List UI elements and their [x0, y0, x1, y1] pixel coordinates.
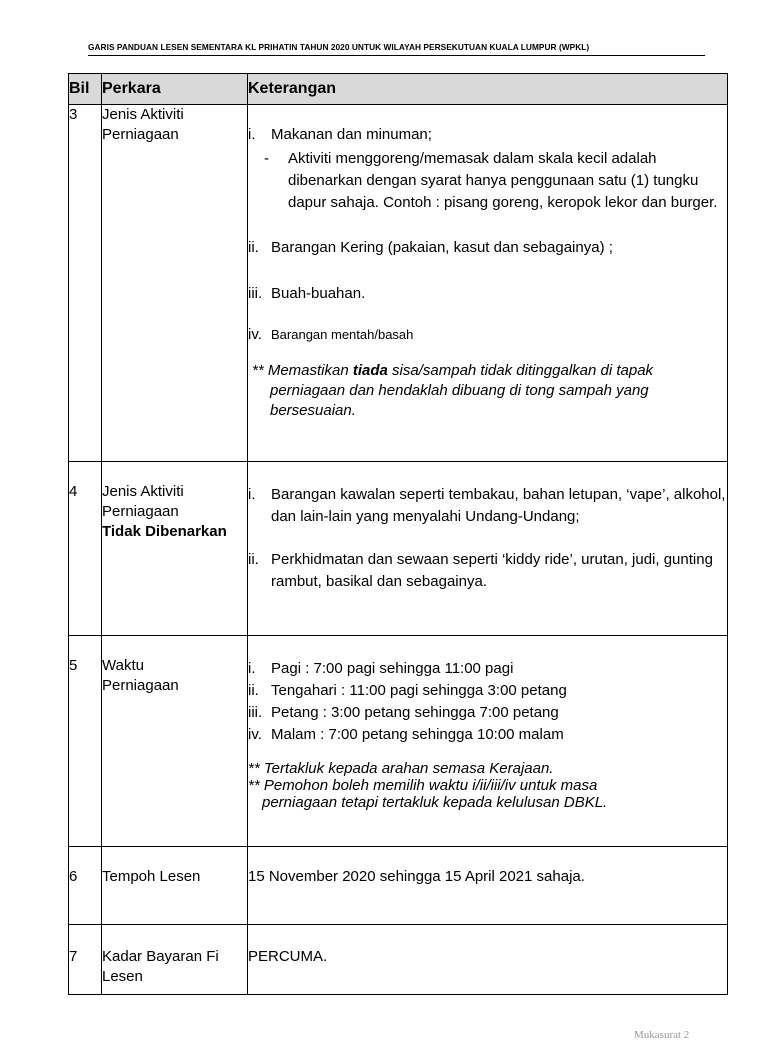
table-row — [69, 847, 728, 925]
perkara-line: Perniagaan — [102, 677, 179, 694]
note-text: ** Memastikan — [252, 362, 353, 379]
note-continuation: perniagaan dan hendaklah dibuang di tong sampah yang bersesuaian. — [270, 382, 649, 419]
item-number: ii. — [248, 682, 259, 699]
perkara-line: Perniagaan — [102, 503, 179, 520]
item-number: iii. — [248, 285, 263, 302]
perkara-emphasis: Tidak Dibenarkan — [102, 523, 227, 540]
note-text: sisa/sampah tidak ditinggalkan di tapak — [387, 362, 654, 379]
note — [248, 760, 727, 811]
note-text: ** Tertakluk kepada arahan semasa Kerajaan. — [248, 760, 554, 777]
table-row — [69, 925, 728, 995]
item-number: iii. — [248, 704, 263, 721]
note-text: ** Pemohon boleh memilih waktu i/ii/iii/iv untuk masa — [248, 777, 598, 794]
item-text: Barangan Kering (pakaian, kasut dan sebagainya) ; — [271, 239, 613, 256]
item-number: i. — [248, 486, 256, 503]
note — [248, 361, 727, 421]
item-text: Malam : 7:00 petang sehingga 10:00 malam — [271, 726, 564, 743]
item-number: ii. — [248, 551, 259, 568]
list-item — [248, 284, 727, 304]
column-header-perkara: Perkara — [102, 74, 248, 105]
list-item — [248, 680, 727, 702]
item-text: Tengahari : 11:00 pagi sehingga 3:00 petang — [271, 682, 567, 699]
table-header-row — [69, 74, 728, 105]
row-keterangan — [248, 636, 728, 847]
item-number: ii. — [248, 239, 259, 256]
item-text: Perkhidmatan dan sewaan seperti ‘kiddy ride’, urutan, judi, gunting rambut, basikal dan sebagainya. — [271, 551, 713, 590]
row-keterangan — [248, 105, 728, 462]
sub-item-text: Aktiviti menggoreng/memasak dalam skala kecil adalah dibenarkan dengan syarat hanya penggunaan satu (1) tungku dapur sahaja. Contoh : pisang goreng, keropok lekor dan burger. — [288, 150, 718, 211]
note-continuation: perniagaan tetapi tertakluk kepada kelulusan DBKL. — [262, 794, 608, 811]
sub-item-marker: - — [264, 150, 269, 167]
row-number: 3 — [69, 105, 102, 462]
item-text: Barangan mentah/basah — [271, 327, 414, 342]
item-text: Petang : 3:00 petang sehingga 7:00 petang — [271, 704, 559, 721]
list-item — [248, 549, 727, 593]
row-number: 5 — [69, 636, 102, 847]
row-perkara — [102, 462, 248, 636]
list-item — [248, 702, 727, 724]
row-number: 7 — [69, 925, 102, 995]
row-perkara — [102, 636, 248, 847]
page-header: GARIS PANDUAN LESEN SEMENTARA KL PRIHATIN TAHUN 2020 UNTUK WILAYAH PERSEKUTUAN KUALA LUMPUR (WPKL) — [88, 42, 705, 56]
list-item — [248, 125, 727, 145]
sub-list-item — [264, 148, 727, 214]
perkara-line: Perniagaan — [102, 126, 179, 143]
row-perkara: Kadar Bayaran Fi Lesen — [102, 925, 248, 995]
table-row — [69, 636, 728, 847]
guideline-table — [68, 73, 728, 995]
note-emphasis: tiada — [352, 362, 388, 379]
perkara-line: Jenis Aktiviti — [102, 106, 184, 123]
item-number: iv. — [248, 726, 262, 743]
list-item — [248, 238, 727, 258]
item-text: Pagi : 7:00 pagi sehingga 11:00 pagi — [271, 660, 514, 677]
page-number: Mukasurat 2 — [634, 1029, 690, 1041]
row-perkara — [102, 105, 248, 462]
column-header-bil: Bil — [69, 74, 102, 105]
list-item — [248, 724, 727, 746]
item-text: Barangan kawalan seperti tembakau, bahan letupan, ‘vape’, alkohol, dan lain-lain yang menyalahi Undang-Undang; — [271, 486, 726, 525]
column-header-keterangan: Keterangan — [248, 74, 728, 105]
perkara-line: Waktu — [102, 657, 144, 674]
row-perkara: Tempoh Lesen — [102, 847, 248, 925]
list-item — [248, 658, 727, 680]
list-item — [248, 484, 727, 528]
item-text: Makanan dan minuman; — [271, 126, 432, 143]
row-number: 6 — [69, 847, 102, 925]
item-number: i. — [248, 126, 256, 143]
row-keterangan: PERCUMA. — [248, 925, 728, 995]
row-keterangan: 15 November 2020 sehingga 15 April 2021 sahaja. — [248, 847, 728, 925]
item-number: i. — [248, 660, 256, 677]
item-number: iv. — [248, 326, 262, 343]
table-row — [69, 462, 728, 636]
row-keterangan — [248, 462, 728, 636]
table-row — [69, 105, 728, 462]
row-number: 4 — [69, 462, 102, 636]
item-text: Buah-buahan. — [271, 285, 366, 302]
list-item — [248, 325, 727, 345]
perkara-line: Jenis Aktiviti — [102, 483, 184, 500]
